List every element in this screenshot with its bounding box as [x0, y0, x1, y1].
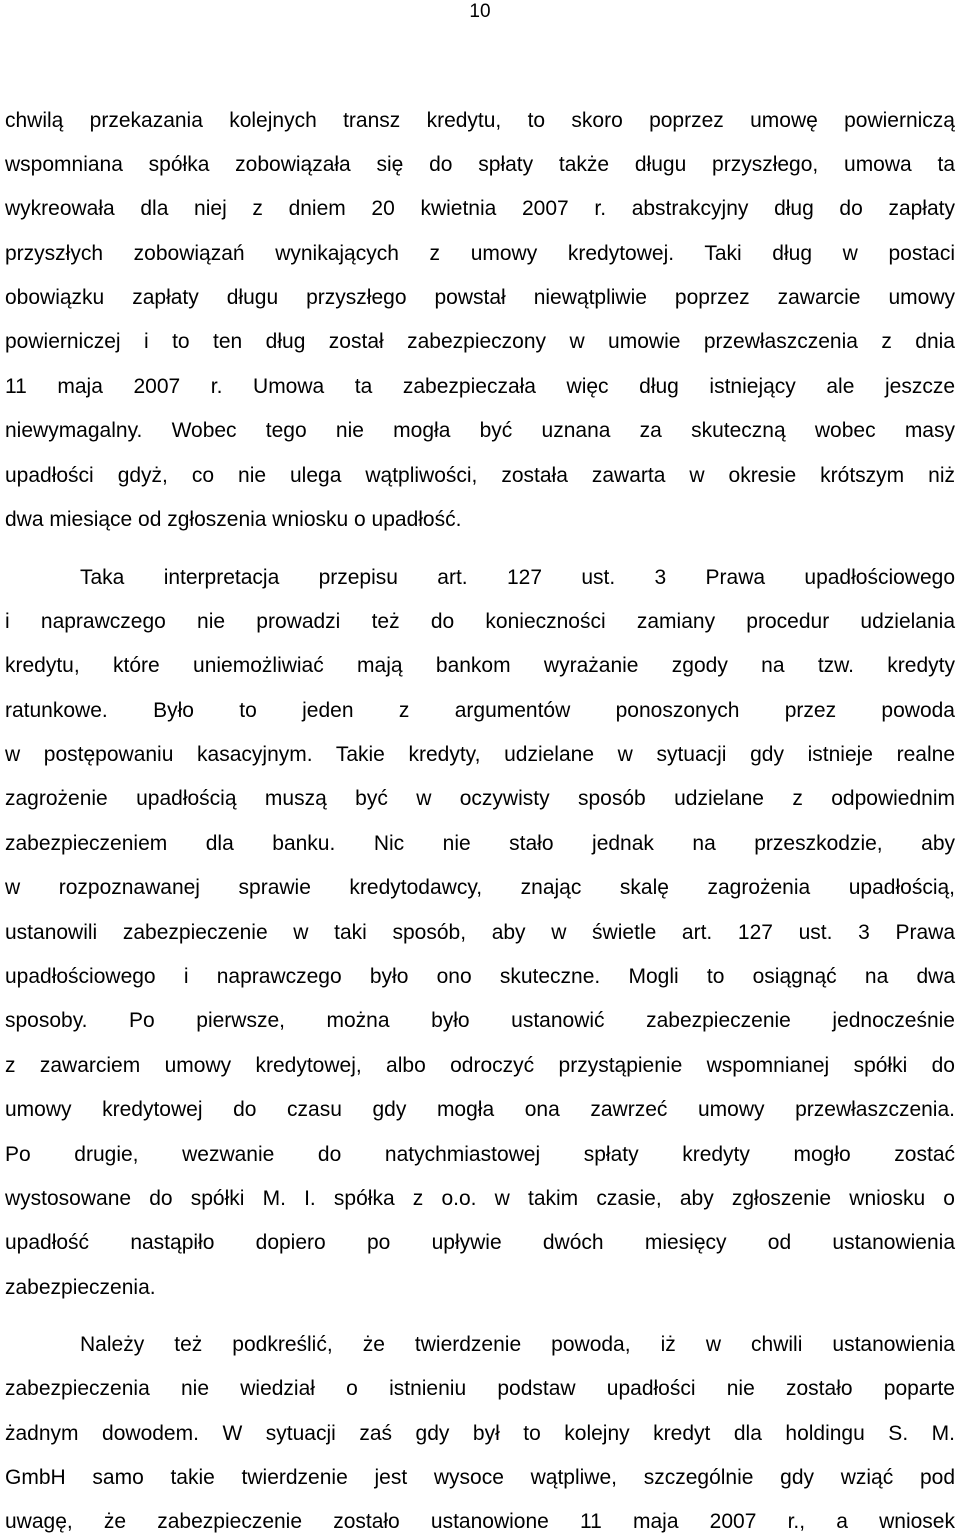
text-line: żadnym dowodem. W sytuacji zaś gdy był to kolejny kredyt dla holdingu S. M.: [5, 1422, 955, 1445]
paragraph-first-line: Taka interpretacja przepisu art. 127 ust. 3 Prawa upadłościowego: [80, 566, 955, 589]
text-line: obowiązku zapłaty długu przyszłego powstał niewątpliwie poprzez zawarcie umowy: [5, 286, 955, 309]
text-line: sposoby. Po pierwsze, można było ustanowić zabezpieczenie jednocześnie: [5, 1009, 955, 1032]
text-line: umowy kredytowej do czasu gdy mogła ona zawrzeć umowy przewłaszczenia.: [5, 1098, 955, 1121]
text-line: i naprawczego nie prowadzi też do konieczności zamiany procedur udzielania: [5, 610, 955, 633]
paragraph-first-line: Należy też podkreślić, że twierdzenie powoda, iż w chwili ustanowienia: [80, 1333, 955, 1356]
text-line: upadłości gdyż, co nie ulega wątpliwości, została zawarta w okresie krótszym niż: [5, 464, 955, 487]
text-line: w postępowaniu kasacyjnym. Takie kredyty, udzielane w sytuacji gdy istnieje realne: [5, 743, 955, 766]
text-line: zabezpieczenia.: [5, 1276, 156, 1299]
text-line: upadłościowego i naprawczego było ono skuteczne. Mogli to osiągnąć na dwa: [5, 965, 955, 988]
text-line: GmbH samo takie twierdzenie jest wysoce wątpliwe, szczególnie gdy wziąć pod: [5, 1466, 955, 1489]
text-line: kredytu, które uniemożliwiać mają bankom wyrażanie zgody na tzw. kredyty: [5, 654, 955, 677]
text-line: niewymagalny. Wobec tego nie mogła być uznana za skuteczną wobec masy: [5, 419, 955, 442]
text-line: Po drugie, wezwanie do natychmiastowej spłaty kredyty mogło zostać: [5, 1143, 955, 1166]
text-line: wykreowała dla niej z dniem 20 kwietnia 2007 r. abstrakcyjny dług do zapłaty: [5, 197, 955, 220]
text-line: chwilą przekazania kolejnych transz kredytu, to skoro poprzez umowę powierniczą: [5, 109, 955, 132]
text-line: przyszłych zobowiązań wynikających z umowy kredytowej. Taki dług w postaci: [5, 242, 955, 265]
text-line: zabezpieczenia nie wiedział o istnieniu podstaw upadłości nie zostało poparte: [5, 1377, 955, 1400]
page-number: 10: [469, 1, 491, 22]
text-line: 11 maja 2007 r. Umowa ta zabezpieczała więc dług istniejący ale jeszcze: [5, 375, 955, 398]
text-line: upadłość nastąpiło dopiero po upływie dwóch miesięcy od ustanowienia: [5, 1231, 955, 1254]
text-line: w rozpoznawanej sprawie kredytodawcy, znając skalę zagrożenia upadłością,: [5, 876, 955, 899]
text-line: ustanowili zabezpieczenie w taki sposób, aby w świetle art. 127 ust. 3 Prawa: [5, 921, 955, 944]
text-line: wspomniana spółka zobowiązała się do spłaty także długu przyszłego, umowa ta: [5, 153, 955, 176]
text-line: uwagę, że zabezpieczenie zostało ustanowione 11 maja 2007 r., a wniosek: [5, 1510, 955, 1533]
text-line: dwa miesiące od zgłoszenia wniosku o upadłość.: [5, 508, 462, 531]
text-line: zagrożenie upadłością muszą być w oczywisty sposób udzielane z odpowiednim: [5, 787, 955, 810]
text-line: zabezpieczeniem dla banku. Nic nie stało jednak na przeszkodzie, aby: [5, 832, 955, 855]
text-line: ratunkowe. Było to jeden z argumentów ponoszonych przez powoda: [5, 699, 955, 722]
text-line: wystosowane do spółki M. I. spółka z o.o. w takim czasie, aby zgłoszenie wniosku o: [5, 1187, 955, 1210]
text-line: z zawarciem umowy kredytowej, albo odroczyć przystąpienie wspomnianej spółki do: [5, 1054, 955, 1077]
text-line: powierniczej i to ten dług został zabezpieczony w umowie przewłaszczenia z dnia: [5, 330, 955, 353]
